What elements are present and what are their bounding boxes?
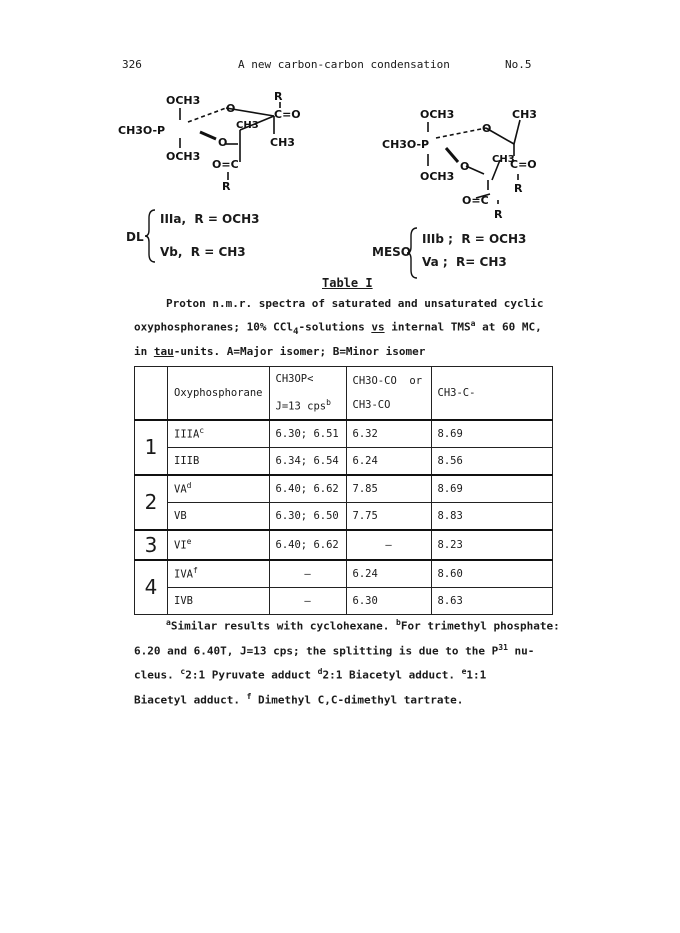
dl-line-1: IIIa, R = OCH3: [160, 212, 260, 226]
compound-name: [168, 560, 270, 588]
compound-name: IIIB: [168, 447, 270, 475]
ch3op-value: 6.30; 6.51: [269, 420, 346, 448]
footnote-b-cont-sup: 31: [498, 642, 508, 652]
right-ch3o-p: CH3O-P: [382, 138, 430, 151]
desc-l2-a: oxyphosphoranes; 10% CCl: [134, 320, 293, 334]
footnote-line-3: [134, 661, 574, 686]
footnote-f-text: Dimethyl C,C-dimethyl tartrate.: [258, 693, 464, 707]
desc-l2-vs: vs: [371, 320, 385, 334]
compound-name-text: IVA: [174, 568, 193, 581]
ch3oco-value: 6.24: [346, 560, 431, 588]
compound-name: [168, 530, 270, 560]
compound-sup: f: [192, 566, 198, 576]
ch3oco-value: 6.24: [346, 447, 431, 475]
table-row: [135, 420, 553, 448]
right-ch3-center: CH3: [492, 154, 515, 165]
header-ch3oco: [346, 367, 431, 420]
table-row: [135, 475, 553, 503]
issue-label: No.5: [505, 58, 532, 71]
footnote-line-4: [134, 686, 574, 711]
table-row: [135, 587, 553, 614]
running-title: A new carbon-carbon condensation: [238, 58, 450, 71]
dl-label: DL: [126, 230, 144, 244]
left-r-bottom: R: [222, 180, 231, 193]
table-header-row: [135, 367, 553, 420]
footnote-d-text: 2:1 Biacetyl adduct.: [322, 668, 455, 682]
compound-name: [168, 420, 270, 448]
table-caption: Table I: [322, 276, 373, 290]
footnote-a-text: Similar results with cyclohexane.: [170, 619, 390, 633]
ch3c-value: 8.69: [431, 475, 552, 503]
header-ch3c: CH3-C-: [431, 367, 552, 420]
left-c-eq-o: C=O: [274, 108, 301, 121]
footnote-line-1: [134, 612, 574, 637]
meso-label: MESO: [372, 245, 411, 259]
header-ch3oco-top: CH3O-CO or: [352, 374, 423, 387]
description-line-3: [134, 342, 574, 362]
left-och3-top: OCH3: [166, 94, 201, 107]
ch3op-value: 6.40; 6.62: [269, 475, 346, 503]
footnote-d-marker: d: [317, 667, 323, 677]
ch3c-value: 8.23: [431, 530, 552, 560]
right-och3-top: OCH3: [420, 108, 455, 121]
ch3oco-value: 6.30: [346, 587, 431, 614]
ch3oco-value: 6.32: [346, 420, 431, 448]
left-r-top: R: [274, 90, 283, 103]
header-ch3oco-bottom: CH3-CO: [352, 398, 391, 411]
ch3oco-value: 7.75: [346, 502, 431, 530]
right-c-eq-o: C=O: [510, 158, 537, 171]
footnote-c-text: 2:1 Pyruvate adduct: [185, 668, 312, 682]
header-ch3op-bottom: J=13 cps: [275, 400, 327, 413]
footnote-a-marker: a: [166, 618, 171, 627]
header-oxyphosphorane: Oxyphosphorane: [168, 367, 270, 420]
desc-l3-tau: tau: [153, 344, 174, 358]
group-number: 3: [135, 530, 168, 560]
dl-line-2: Vb, R = CH3: [160, 245, 246, 259]
left-och3-bottom: OCH3: [166, 150, 201, 163]
table-description: [134, 294, 574, 362]
footnote-line-2: [134, 637, 574, 662]
compound-name-text: IIIA: [174, 428, 200, 441]
ch3op-value: —: [269, 560, 346, 588]
meso-line-2: Va ; R= CH3: [422, 255, 507, 269]
ch3c-value: 8.60: [431, 560, 552, 588]
nmr-table: [134, 366, 553, 615]
desc-l2-d: at 60 MC,: [475, 320, 542, 334]
table-row: [135, 560, 553, 588]
desc-l2-b: -solutions: [298, 320, 372, 334]
desc-l2-sub: 4: [292, 325, 299, 337]
right-structure-diagram: [380, 104, 560, 222]
description-line-1: Proton n.m.r. spectra of saturated and unsaturated cyclic: [166, 297, 544, 310]
left-ring-o-top: O: [226, 102, 236, 115]
left-ch3-center: CH3: [236, 120, 259, 131]
left-o-eq-c: O=C: [212, 158, 239, 171]
footnote-e-text: 1:1: [466, 668, 487, 682]
footnote-b-text: For trimethyl phosphate:: [400, 619, 560, 633]
compound-name: [168, 475, 270, 503]
right-och3-bottom: OCH3: [420, 170, 455, 183]
dl-brace: [144, 208, 156, 264]
right-r-bottom: R: [494, 208, 503, 221]
footnote-b-marker: b: [396, 618, 401, 627]
left-ch3-right: CH3: [270, 136, 295, 149]
ch3c-value: 8.56: [431, 447, 552, 475]
ch3op-value: 6.34; 6.54: [269, 447, 346, 475]
footnote-e-marker: e: [461, 667, 467, 677]
compound-name-text: VI: [174, 539, 187, 552]
footnote-f-marker: f: [246, 691, 252, 701]
header-ch3op-sup: b: [326, 398, 331, 407]
ch3op-value: 6.30; 6.50: [269, 502, 346, 530]
ch3op-value: —: [269, 587, 346, 614]
compound-sup: c: [199, 426, 205, 436]
compound-sup: e: [186, 537, 192, 547]
footnote-b-cont-b: nu-: [507, 644, 535, 658]
desc-l2-c: internal TMS: [384, 320, 471, 334]
right-ch3-top: CH3: [512, 108, 537, 121]
table-row: [135, 502, 553, 530]
footnote-b-cont2: cleus.: [134, 668, 174, 682]
table-row: [135, 447, 553, 475]
ch3c-value: 8.69: [431, 420, 552, 448]
meso-line-1: IIIb ; R = OCH3: [422, 232, 527, 246]
right-o-eq-c: O=C: [462, 194, 489, 207]
left-ch3o-p: CH3O-P: [118, 124, 166, 137]
header-ch3op-top: CH3OP<: [275, 373, 314, 385]
table-row: [135, 530, 553, 560]
ch3op-value: 6.40; 6.62: [269, 530, 346, 560]
compound-name: VB: [168, 502, 270, 530]
compound-name-text: VA: [174, 483, 187, 496]
footnotes: [134, 612, 574, 711]
footnote-e-cont: Biacetyl adduct.: [134, 693, 240, 707]
left-ring-o-mid: O: [218, 136, 228, 149]
meso-brace: [406, 226, 418, 280]
group-number: 4: [135, 560, 168, 615]
group-number: 2: [135, 475, 168, 530]
ch3oco-value: 7.85: [346, 475, 431, 503]
left-structure-diagram: [118, 88, 338, 194]
desc-l3-b: -units. A=Major isomer; B=Minor isomer: [173, 344, 426, 358]
ch3oco-value: —: [346, 530, 431, 560]
description-line-2: [134, 314, 574, 342]
page-number: 326: [122, 58, 142, 71]
compound-name: IVB: [168, 587, 270, 614]
right-ring-o-mid: O: [460, 160, 470, 173]
header-group-col: [135, 367, 168, 420]
compound-sup: d: [186, 481, 192, 491]
right-r-right: R: [514, 182, 523, 195]
right-ring-o-top: O: [482, 122, 492, 135]
ch3c-value: 8.83: [431, 502, 552, 530]
group-number: 1: [135, 420, 168, 475]
desc-l2-sup: a: [470, 319, 476, 328]
footnote-c-marker: c: [180, 667, 186, 677]
ch3c-value: 8.63: [431, 587, 552, 614]
desc-l3-a: in: [134, 344, 154, 358]
header-ch3op: [269, 367, 346, 420]
footnote-b-cont-a: 6.20 and 6.40T, J=13 cps; the splitting is due to the P: [134, 644, 499, 658]
